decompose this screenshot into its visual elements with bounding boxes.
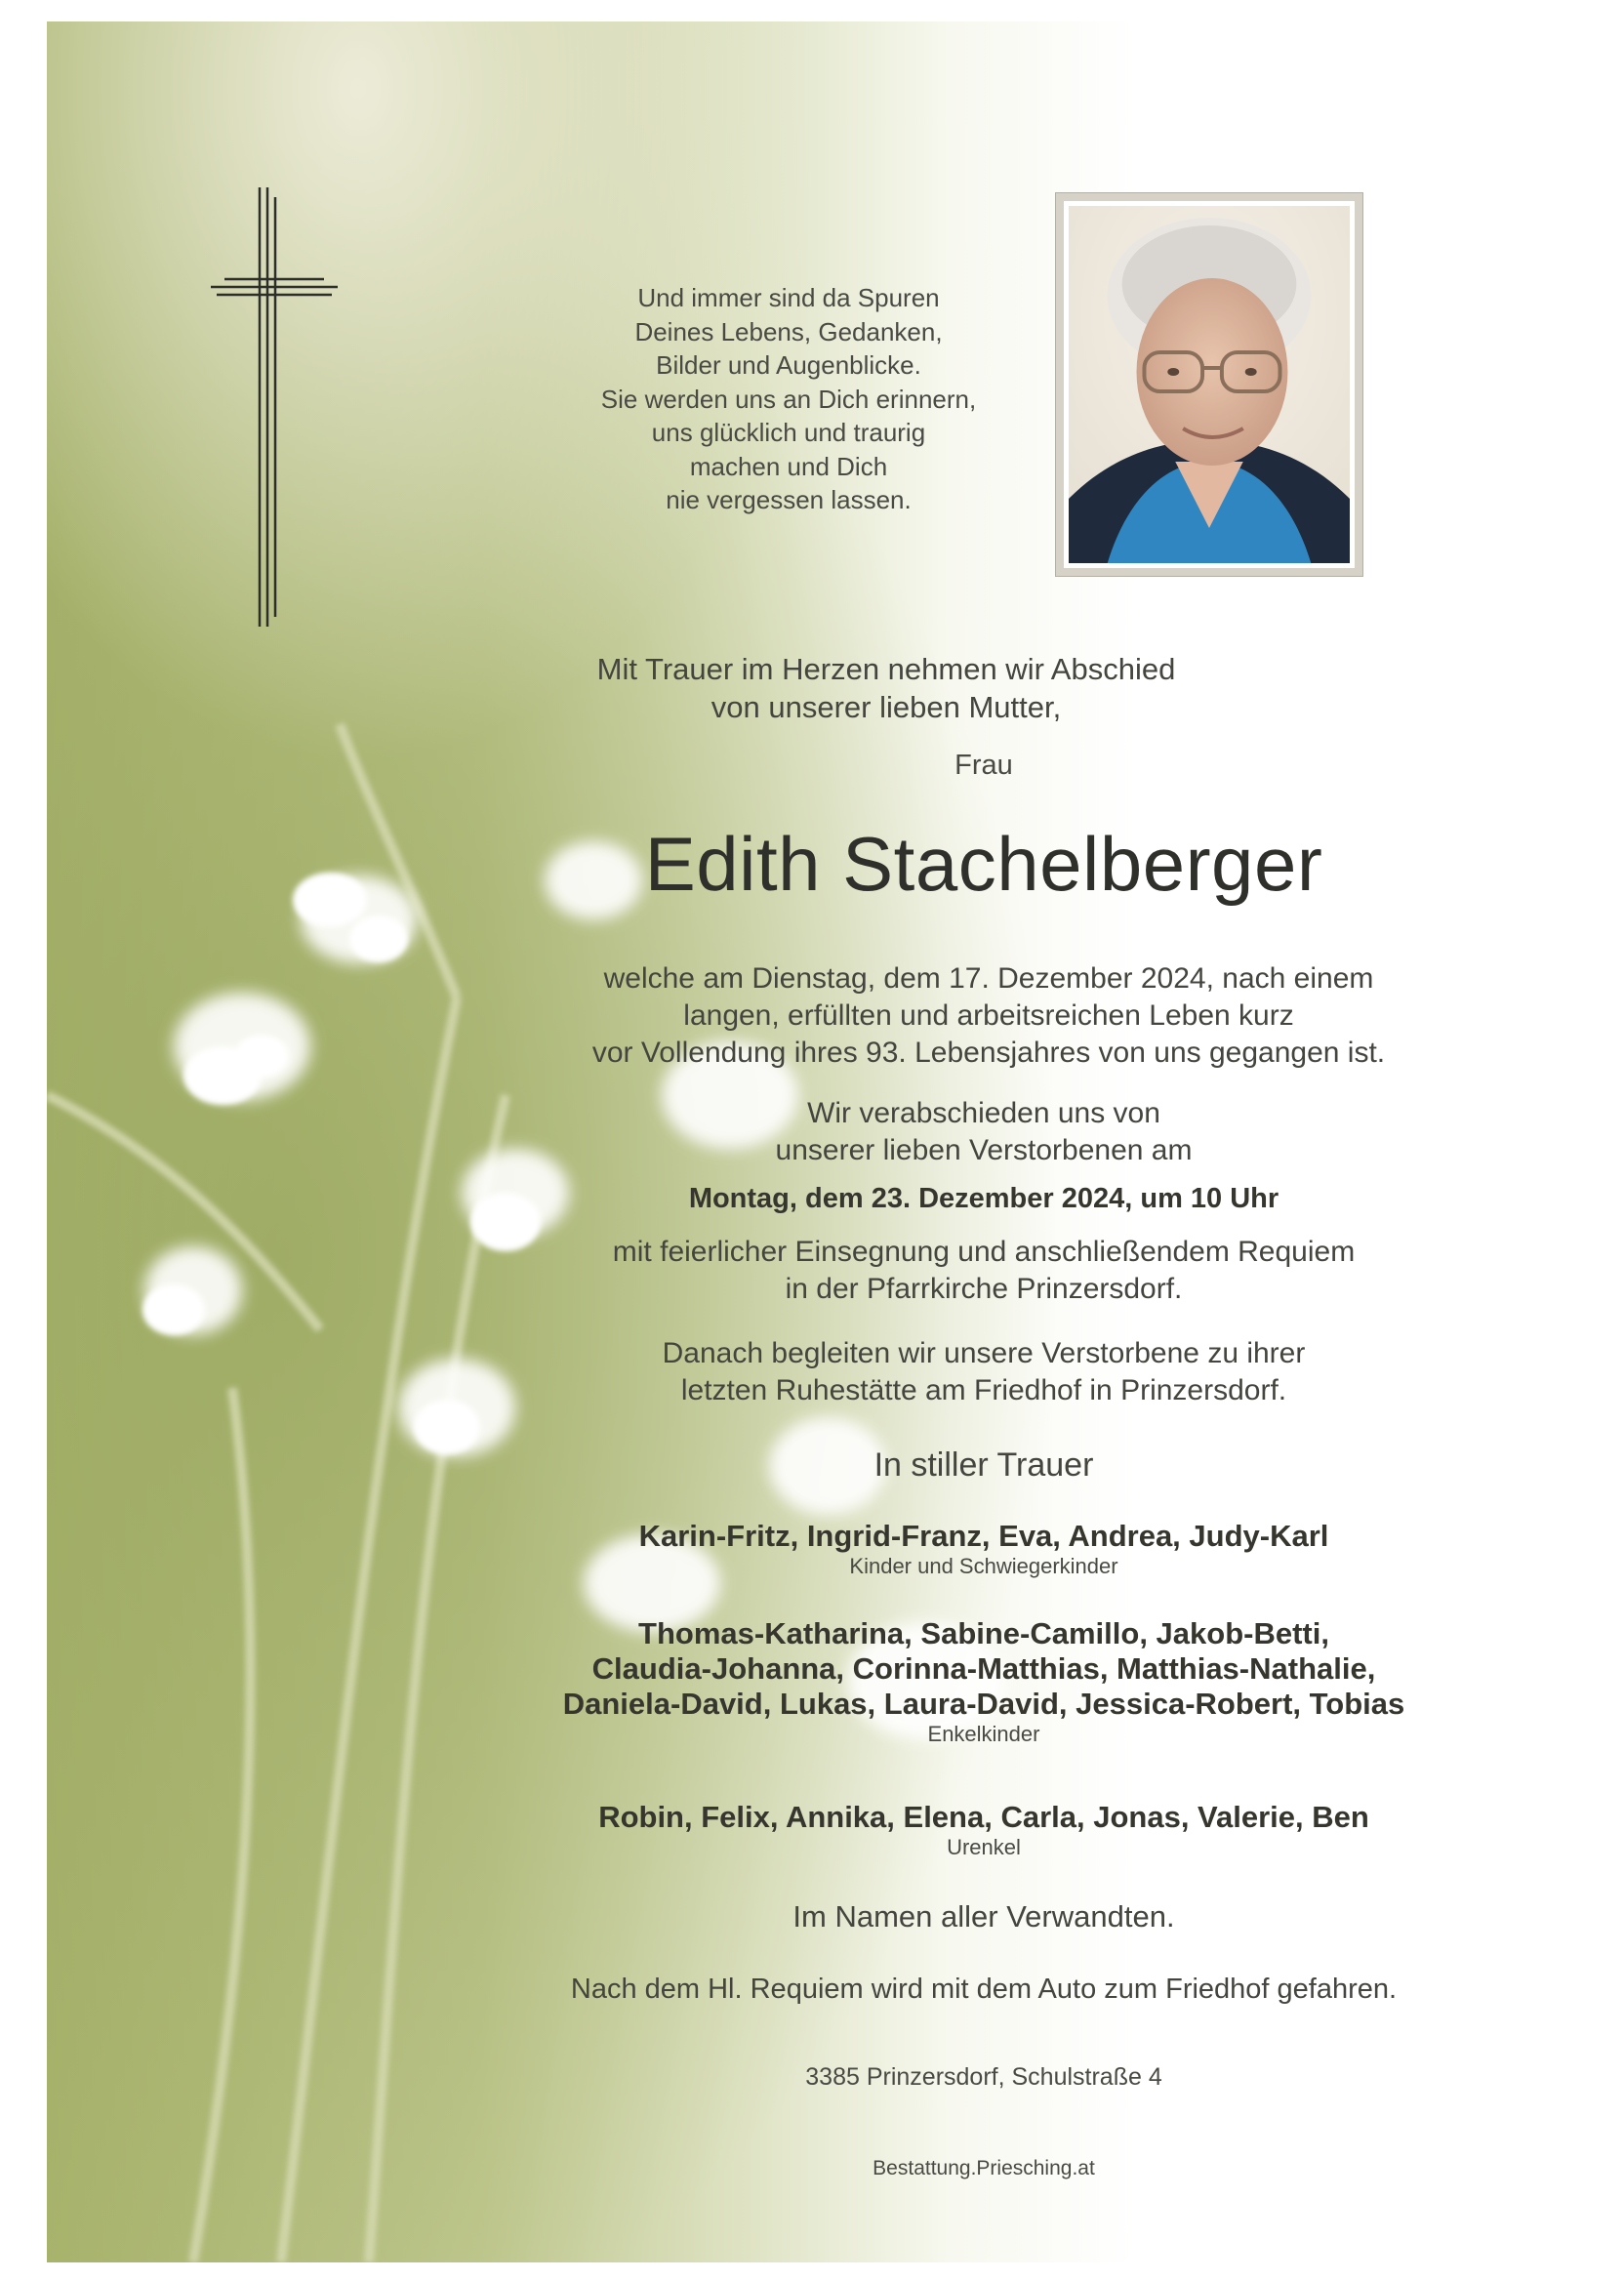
grandchildren-label: Enkelkinder [927, 1722, 1040, 1746]
farewell-line: Wir verabschieden uns von [807, 1097, 1160, 1129]
grandchildren-names: Daniela-David, Lukas, Laura-David, Jessica-Robert, Tobias [562, 1687, 1405, 1721]
service-date: Montag, dem 23. Dezember 2024, um 10 Uhr [688, 1183, 1279, 1214]
grandchildren-names: Claudia-Johanna, Corinna-Matthias, Matthias-Nathalie, [591, 1651, 1376, 1686]
death-notice [535, 960, 1442, 1072]
transport-note: Nach dem Hl. Requiem wird mit dem Auto zum Friedhof gefahren. [570, 1974, 1398, 2005]
ceremony-line: in der Pfarrkirche Prinzersdorf. [785, 1273, 1183, 1305]
address: 3385 Prinzersdorf, Schulstraße 4 [805, 2063, 1162, 2091]
poem-line: Sie werden uns an Dich erinnern, [600, 384, 977, 414]
portrait-photo [1056, 193, 1362, 576]
ceremony-text [535, 1234, 1433, 1308]
death-notice-line: langen, erfüllten und arbeitsreichen Leben kurz [683, 999, 1294, 1032]
farewell-line: unserer lieben Verstorbenen am [775, 1134, 1193, 1166]
poem-line: Bilder und Augenblicke. [656, 350, 921, 380]
farewell-text [671, 1095, 1296, 1169]
funeral-home-website: Bestattung.Priesching.at [873, 2157, 1095, 2179]
poem-line: Und immer sind da Spuren [637, 283, 940, 312]
intro-line: Mit Trauer im Herzen nehmen wir Abschied [596, 652, 1176, 686]
death-notice-line: welche am Dienstag, dem 17. Dezember 2024, nach einem [603, 962, 1374, 995]
relatives-text: Im Namen aller Verwandten. [792, 1899, 1175, 1934]
burial-line: letzten Ruhestätte am Friedhof in Prinzersdorf. [680, 1374, 1287, 1406]
poem-line: nie vergessen lassen. [666, 485, 912, 514]
children-names: Karin-Fritz, Ingrid-Franz, Eva, Andrea, Judy-Karl [638, 1519, 1329, 1553]
grandchildren-names: Thomas-Katharina, Sabine-Camillo, Jakob-Betti, [638, 1616, 1329, 1650]
parte-card [47, 21, 1603, 2262]
portrait-image [1069, 206, 1350, 563]
death-notice-line: vor Vollendung ihres 93. Lebensjahres von uns gegangen ist. [591, 1037, 1386, 1069]
deceased-name: Edith Stachelberger [644, 821, 1323, 907]
family-children [496, 1519, 1472, 1579]
poem-line: uns glücklich und traurig [651, 418, 926, 447]
intro-line: von unserer lieben Mutter, [710, 690, 1062, 724]
family-grandchildren [476, 1616, 1491, 1747]
great-grandchildren-names: Robin, Felix, Annika, Elena, Carla, Jonas, Valerie, Ben [598, 1800, 1369, 1834]
memorial-poem [515, 281, 1062, 517]
burial-line: Danach begleiten wir unsere Verstorbene zu ihrer [662, 1337, 1306, 1369]
mourning-heading: In stiller Trauer [873, 1446, 1094, 1484]
cross-icon [211, 187, 338, 627]
poem-line: machen und Dich [689, 451, 888, 481]
children-label: Kinder und Schwiegerkinder [849, 1554, 1118, 1578]
ceremony-line: mit feierlicher Einsegnung und anschließendem Requiem [612, 1236, 1356, 1268]
salutation: Frau [954, 750, 1013, 781]
great-grandchildren-label: Urenkel [947, 1835, 1021, 1859]
intro-text [593, 650, 1179, 726]
poem-line: Deines Lebens, Gedanken, [634, 316, 943, 346]
family-great-grandchildren [496, 1800, 1472, 1860]
burial-text [574, 1335, 1394, 1409]
